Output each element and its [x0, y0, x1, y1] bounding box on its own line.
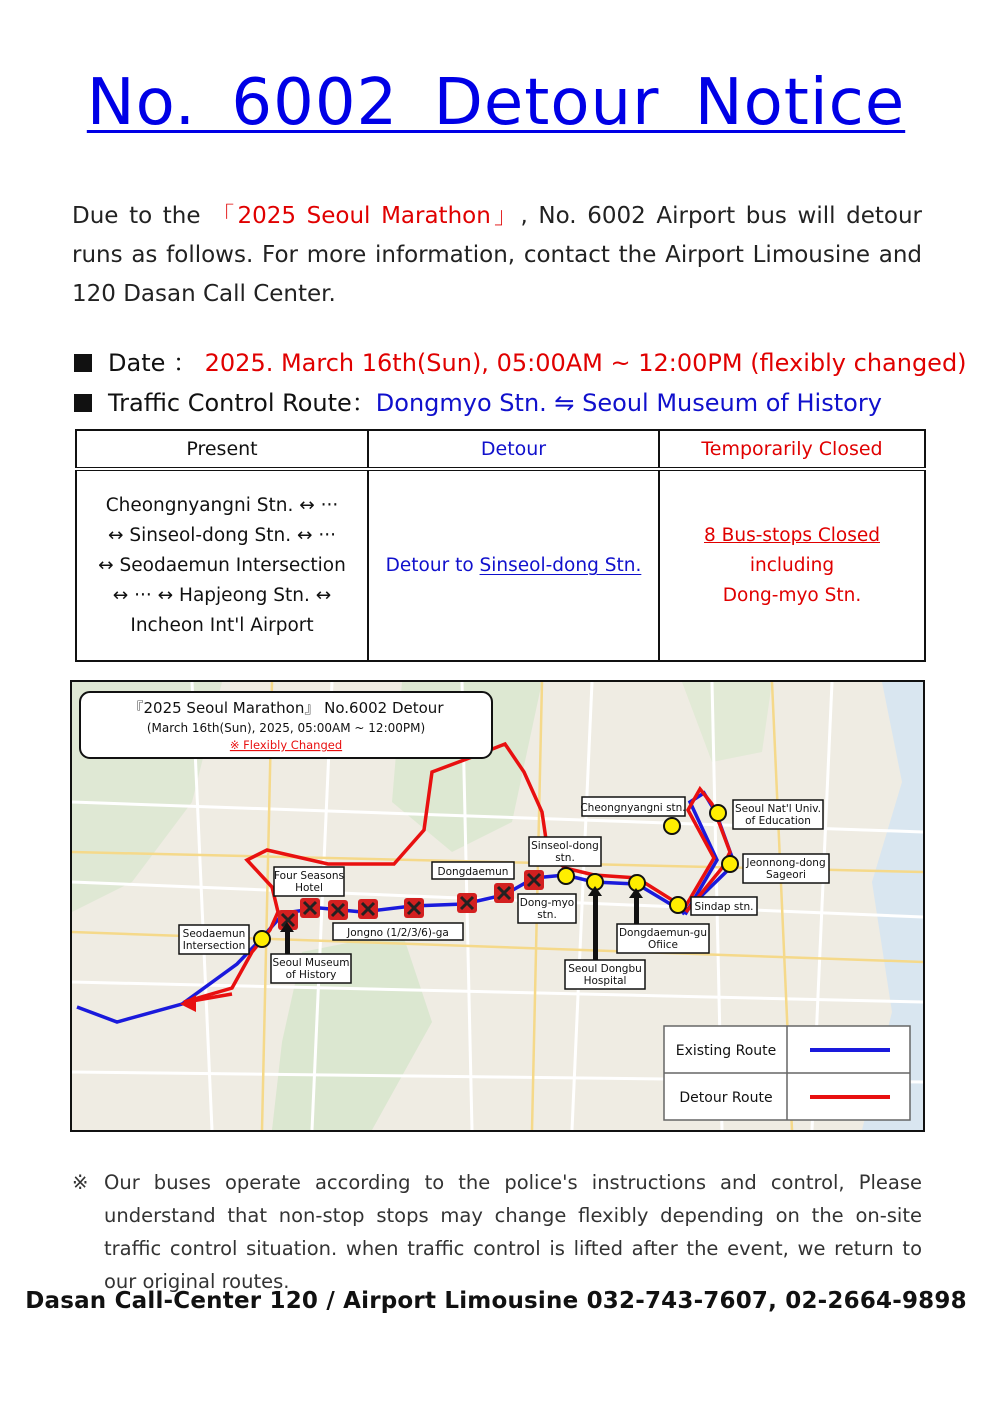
label-dongmyo: Dong-myo [519, 897, 575, 909]
label-jongno: Jongno (1/2/3/6)-ga [347, 927, 449, 939]
present-line: Cheongnyangni Stn. ↔ ··· [105, 494, 339, 516]
label-sindap: Sindap stn. [694, 901, 754, 913]
contact-line: Dasan Call-Center 120 / Airport Limousine 032-743-7607, 02-2664-9898 [25, 1288, 967, 1314]
arrow-shaft [285, 930, 290, 954]
label-jeonnong: Jeonnong-dong [746, 857, 826, 869]
label-seodaemun: Seodaemun [182, 928, 246, 940]
closed-link: 8 Bus-stops Closed [704, 524, 880, 546]
footnote [72, 1166, 922, 1298]
stop-icon [664, 818, 680, 834]
closed-stop-icon [358, 899, 378, 919]
intro-event: 「2025 Seoul Marathon」 [211, 203, 521, 229]
header-detour: Detour [368, 430, 659, 469]
closed-rest: including [749, 554, 835, 576]
legend-existing-label: Existing Route [675, 1043, 777, 1059]
map-note: ※ Flexibly Changed [229, 738, 343, 752]
date-value: 2025. March 16th(Sun), 05:00AM ~ 12:00PM (flexibly changed) [204, 349, 967, 377]
table-header-row [76, 430, 925, 469]
label-four-seasons-2: Hotel [295, 882, 323, 894]
traffic-line [74, 383, 882, 418]
label-museum-2: of History [285, 969, 337, 981]
stop-icon [558, 868, 574, 884]
map-date: (March 16th(Sun), 2025, 05:00AM ~ 12:00PM) [146, 721, 426, 735]
closed-stop-icon [524, 870, 544, 890]
cell-detour [368, 469, 659, 661]
stop-icon [629, 875, 645, 891]
label-four-seasons: Four Seasons [274, 870, 344, 882]
present-line: ↔ Seodaemun Intersection [98, 554, 346, 576]
closed-stop-icon [300, 898, 320, 918]
header-closed: Temporarily Closed [659, 430, 925, 469]
stop-icon [670, 897, 686, 913]
label-dongdaemungu: Dongdaemun-gu [618, 927, 708, 939]
intro-after: , No. 6002 Airport bus will detour runs as follows. For more information, contact the Airport Limousine and 120 Dasan Call Center. [72, 203, 922, 307]
note-mark: ※ [72, 1171, 89, 1194]
cell-present [76, 469, 368, 661]
present-line: ↔ Sinseol-dong Stn. ↔ ··· [107, 524, 337, 546]
bullet-square-icon [74, 394, 92, 412]
date-line [74, 343, 967, 378]
label-museum: Seoul Museum [272, 957, 350, 969]
label-seodaemun-2: Intersection [182, 940, 246, 952]
traffic-label: Traffic Control Route： [108, 389, 376, 417]
label-snue-2: of Education [745, 815, 811, 827]
detour-link: Sinseol-dong Stn. [479, 555, 642, 576]
arrow-shaft [593, 894, 598, 960]
map-title: 『2025 Seoul Marathon』 No.6002 Detour [128, 699, 444, 717]
intro-paragraph [72, 197, 922, 314]
traffic-value: Dongmyo Stn. ⇋ Seoul Museum of History [375, 389, 882, 417]
present-line: Incheon Int'l Airport [130, 614, 314, 636]
table-row [76, 469, 925, 661]
label-dongmyo-2: stn. [537, 909, 557, 921]
stop-icon [710, 805, 726, 821]
bullet-square-icon [74, 354, 92, 372]
label-jeonnong-2: Sageori [766, 869, 806, 881]
page-title: No. 6002 Detour Notice [86, 66, 906, 140]
arrow-shaft [634, 896, 639, 924]
stop-icon [254, 931, 270, 947]
closed-stop-icon [494, 883, 514, 903]
map-legend [664, 1026, 910, 1120]
label-sinseol-2: stn. [555, 852, 575, 864]
closed-stop-icon [457, 893, 477, 913]
label-sinseol: Sinseol-dong [531, 840, 599, 852]
present-line: ↔ ··· ↔ Hapjeong Stn. ↔ [112, 584, 332, 606]
header-present: Present [76, 430, 368, 469]
footnote-text: Our buses operate according to the police's instructions and control, Please understand that non-stop stops may change flexibly depending on the on-site traffic control situation. when traffic control is lifted after the event, we return to our original routes. [104, 1171, 922, 1293]
cell-closed [659, 469, 925, 661]
label-dongbu: Seoul Dongbu [568, 963, 642, 975]
route-table [75, 429, 926, 662]
route-map [70, 680, 925, 1132]
closed-stop-icon [328, 900, 348, 920]
label-dongbu-2: Hospital [583, 975, 627, 987]
closed-line2: Dong-myo Stn. [722, 584, 862, 606]
stop-icon [722, 856, 738, 872]
label-snue: Seoul Nat'l Univ. [735, 803, 821, 815]
date-label: Date ： [108, 349, 197, 377]
closed-stop-icon [404, 898, 424, 918]
label-dongdaemungu-2: Ofiice [647, 939, 679, 951]
legend-detour-label: Detour Route [679, 1090, 773, 1106]
label-dongdaemun: Dongdaemun [437, 866, 509, 878]
label-cheongnyangni: Cheongnyangni stn. [580, 802, 686, 814]
intro-before: Due to the [72, 203, 212, 229]
detour-prefix: Detour to [385, 555, 480, 576]
